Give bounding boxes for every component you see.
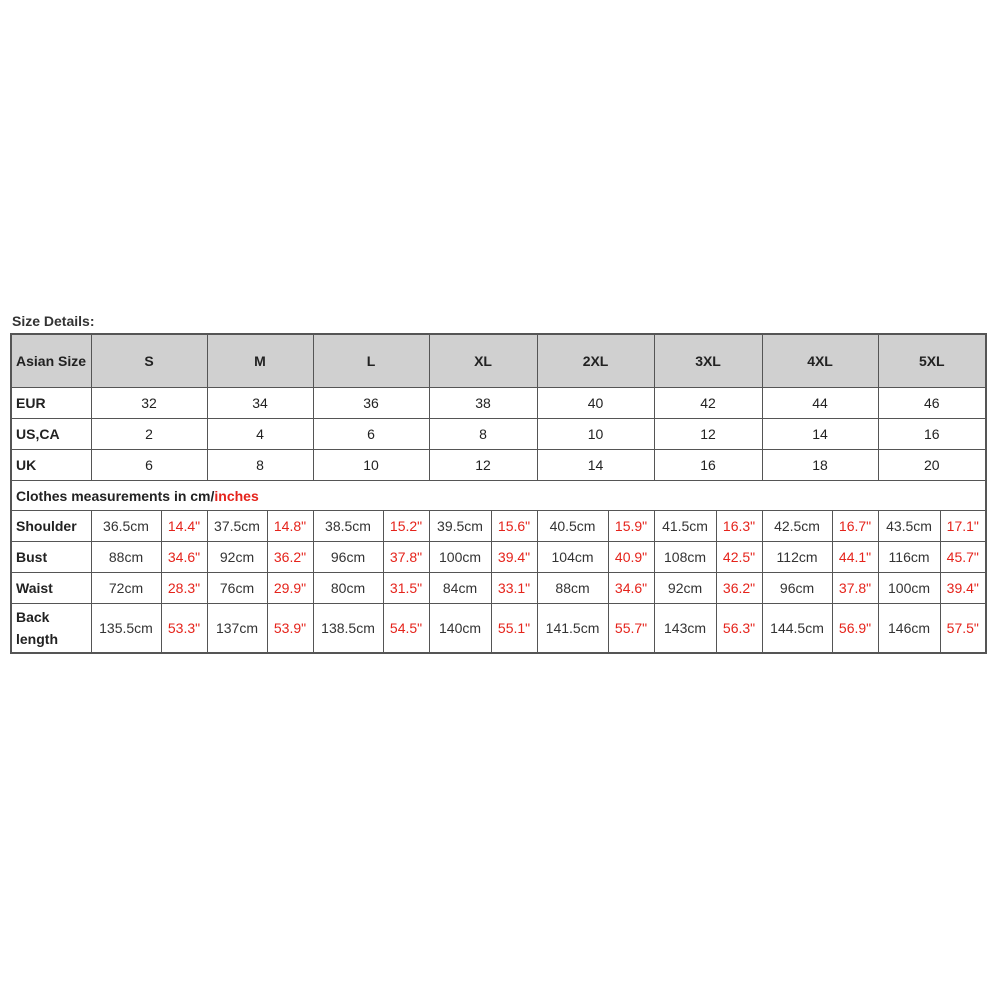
cm-value: 96cm (313, 542, 383, 573)
cm-value: 92cm (207, 542, 267, 573)
cm-value: 43.5cm (878, 511, 940, 542)
measurements-heading-inches: inches (214, 487, 259, 504)
size-header-s: S (91, 334, 207, 388)
conversion-value: 10 (313, 450, 429, 481)
conversion-value: 2 (91, 419, 207, 450)
inch-value: 55.1" (491, 604, 537, 654)
size-header-l: L (313, 334, 429, 388)
conversion-value: 18 (762, 450, 878, 481)
asian-size-label: Asian Size (11, 334, 91, 388)
cm-value: 72cm (91, 573, 161, 604)
size-header-3xl: 3XL (654, 334, 762, 388)
size-chart-table (10, 333, 987, 654)
inch-value: 31.5" (383, 573, 429, 604)
measurement-row-waist (11, 573, 986, 604)
inch-value: 16.3" (716, 511, 762, 542)
inch-value: 36.2" (716, 573, 762, 604)
conversion-value: 20 (878, 450, 986, 481)
inch-value: 39.4" (940, 573, 986, 604)
conversion-value: 14 (537, 450, 654, 481)
inch-value: 29.9" (267, 573, 313, 604)
cm-value: 108cm (654, 542, 716, 573)
conversion-value: 6 (313, 419, 429, 450)
inch-value: 34.6" (161, 542, 207, 573)
conversion-value: 46 (878, 388, 986, 419)
conversion-value: 8 (429, 419, 537, 450)
cm-value: 138.5cm (313, 604, 383, 654)
conversion-value: 38 (429, 388, 537, 419)
inch-value: 53.3" (161, 604, 207, 654)
cm-value: 112cm (762, 542, 832, 573)
conversion-value: 12 (654, 419, 762, 450)
conversion-value: 44 (762, 388, 878, 419)
cm-value: 40.5cm (537, 511, 608, 542)
inch-value: 37.8" (383, 542, 429, 573)
cm-value: 100cm (878, 573, 940, 604)
inch-value: 57.5" (940, 604, 986, 654)
cm-value: 135.5cm (91, 604, 161, 654)
measurements-heading-prefix: Clothes measurements in cm/ (16, 487, 215, 504)
conversion-value: 16 (878, 419, 986, 450)
measurement-row-label: Waist (11, 573, 91, 604)
conversion-row-us-ca (11, 419, 986, 450)
cm-value: 88cm (537, 573, 608, 604)
size-header-m: M (207, 334, 313, 388)
measurement-row-bust (11, 542, 986, 573)
inch-value: 14.4" (161, 511, 207, 542)
inch-value: 44.1" (832, 542, 878, 573)
cm-value: 76cm (207, 573, 267, 604)
cm-value: 96cm (762, 573, 832, 604)
measurement-row-label: Back length (11, 604, 91, 654)
cm-value: 146cm (878, 604, 940, 654)
inch-value: 36.2" (267, 542, 313, 573)
conversion-value: 16 (654, 450, 762, 481)
conversion-row-uk (11, 450, 986, 481)
inch-value: 14.8" (267, 511, 313, 542)
conversion-value: 42 (654, 388, 762, 419)
measurement-row-label: Shoulder (11, 511, 91, 542)
inch-value: 56.9" (832, 604, 878, 654)
inch-value: 28.3" (161, 573, 207, 604)
measurement-row-back-length (11, 604, 986, 654)
cm-value: 116cm (878, 542, 940, 573)
cm-value: 42.5cm (762, 511, 832, 542)
inch-value: 15.9" (608, 511, 654, 542)
cm-value: 100cm (429, 542, 491, 573)
measurement-row-label: Bust (11, 542, 91, 573)
cm-value: 141.5cm (537, 604, 608, 654)
conversion-row-label: US,CA (11, 419, 91, 450)
conversion-value: 4 (207, 419, 313, 450)
cm-value: 92cm (654, 573, 716, 604)
conversion-value: 32 (91, 388, 207, 419)
size-header-xl: XL (429, 334, 537, 388)
conversion-value: 12 (429, 450, 537, 481)
inch-value: 56.3" (716, 604, 762, 654)
conversion-value: 14 (762, 419, 878, 450)
conversion-value: 8 (207, 450, 313, 481)
cm-value: 137cm (207, 604, 267, 654)
cm-value: 39.5cm (429, 511, 491, 542)
inch-value: 55.7" (608, 604, 654, 654)
measurements-section-row (11, 481, 986, 511)
measurement-row-shoulder (11, 511, 986, 542)
inch-value: 37.8" (832, 573, 878, 604)
inch-value: 15.2" (383, 511, 429, 542)
conversion-value: 36 (313, 388, 429, 419)
conversion-row-label: UK (11, 450, 91, 481)
cm-value: 36.5cm (91, 511, 161, 542)
inch-value: 53.9" (267, 604, 313, 654)
conversion-value: 6 (91, 450, 207, 481)
size-header-row (11, 334, 986, 388)
conversion-value: 40 (537, 388, 654, 419)
cm-value: 38.5cm (313, 511, 383, 542)
inch-value: 39.4" (491, 542, 537, 573)
size-header-2xl: 2XL (537, 334, 654, 388)
size-details-caption: Size Details: (12, 313, 95, 329)
cm-value: 144.5cm (762, 604, 832, 654)
size-header-5xl: 5XL (878, 334, 986, 388)
inch-value: 54.5" (383, 604, 429, 654)
conversion-value: 10 (537, 419, 654, 450)
conversion-value: 34 (207, 388, 313, 419)
cm-value: 88cm (91, 542, 161, 573)
inch-value: 15.6" (491, 511, 537, 542)
inch-value: 45.7" (940, 542, 986, 573)
size-header-4xl: 4XL (762, 334, 878, 388)
inch-value: 34.6" (608, 573, 654, 604)
inch-value: 42.5" (716, 542, 762, 573)
cm-value: 143cm (654, 604, 716, 654)
measurements-heading (11, 481, 986, 511)
cm-value: 104cm (537, 542, 608, 573)
inch-value: 16.7" (832, 511, 878, 542)
cm-value: 84cm (429, 573, 491, 604)
inch-value: 40.9" (608, 542, 654, 573)
cm-value: 41.5cm (654, 511, 716, 542)
conversion-row-eur (11, 388, 986, 419)
cm-value: 140cm (429, 604, 491, 654)
cm-value: 80cm (313, 573, 383, 604)
inch-value: 33.1" (491, 573, 537, 604)
cm-value: 37.5cm (207, 511, 267, 542)
conversion-row-label: EUR (11, 388, 91, 419)
inch-value: 17.1" (940, 511, 986, 542)
